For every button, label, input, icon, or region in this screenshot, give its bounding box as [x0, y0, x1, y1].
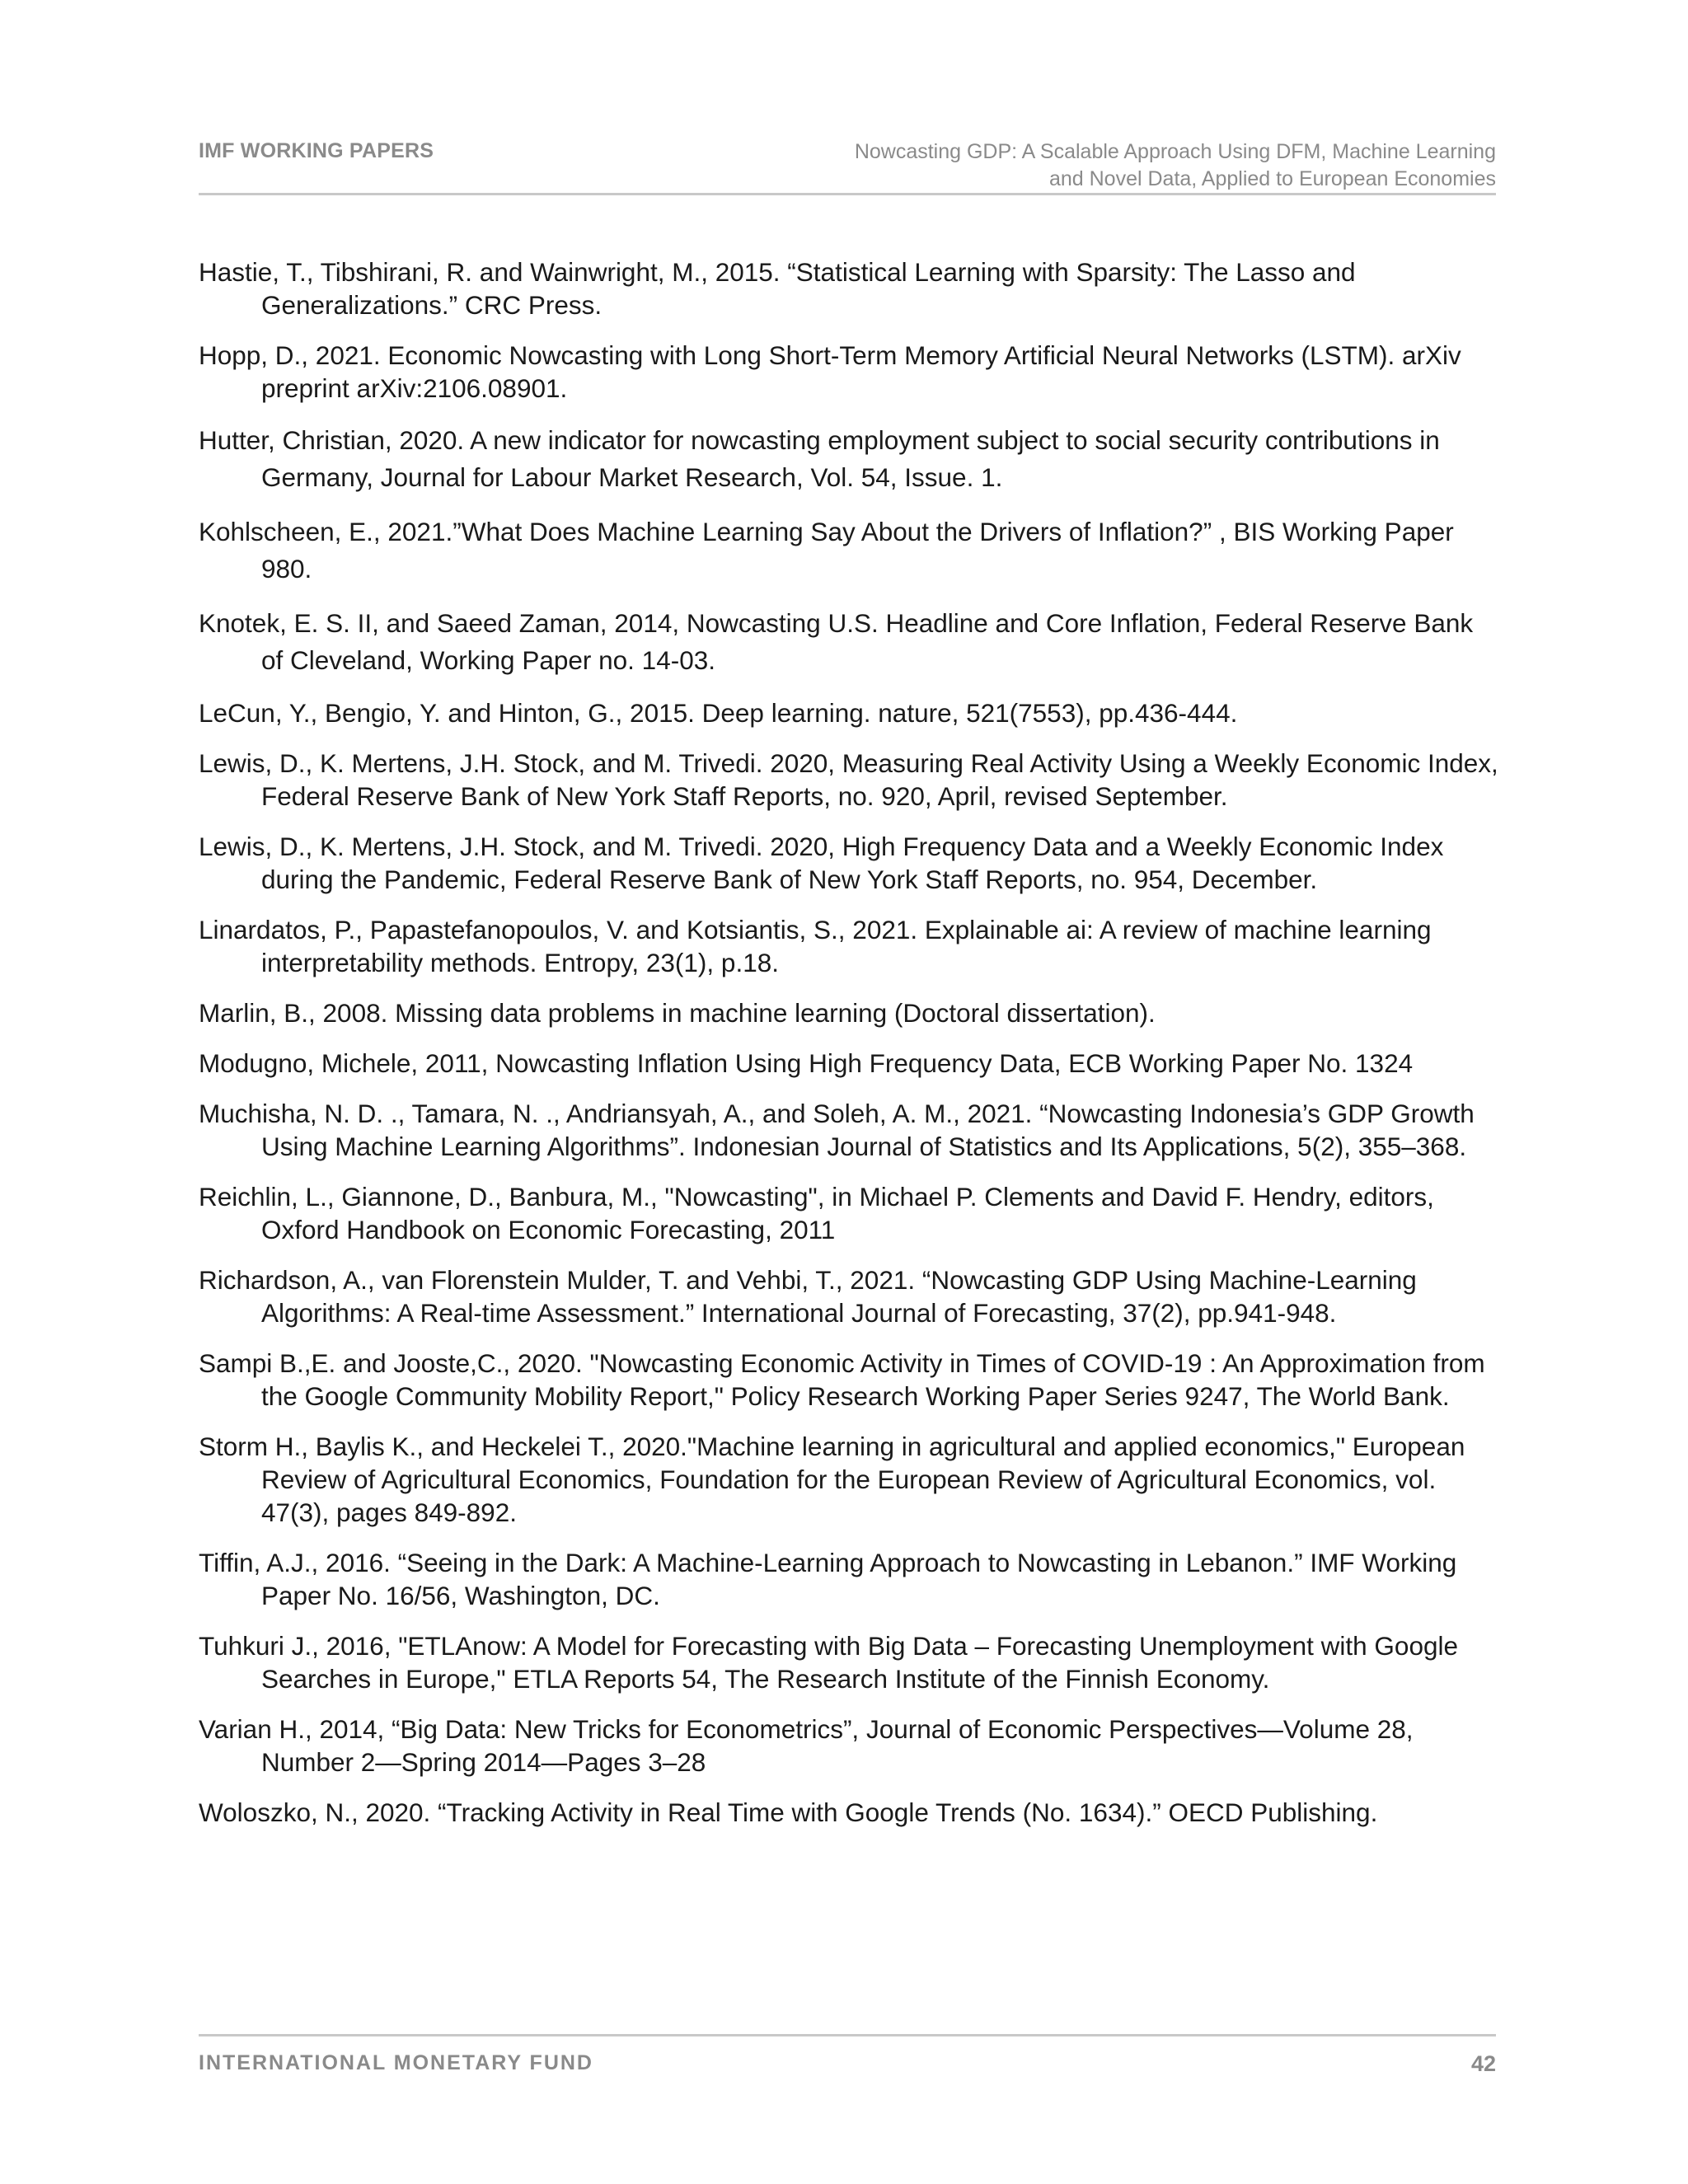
publisher-name: INTERNATIONAL MONETARY FUND — [199, 2051, 593, 2074]
reference-entry: Lewis, D., K. Mertens, J.H. Stock, and M. Trivedi. 2020, High Frequency Data and a Weekly Economic Index during the Pandemic, Federal Reserve Bank of New York Staff Reports, no. 954, December. — [199, 832, 1444, 894]
reference-entry: Tuhkuri J., 2016, "ETLAnow: A Model for Forecasting with Big Data – Forecasting Unemployment with Google Searches in Europe," ETLA Reports 54, The Research Institute of the Finnish Economy. — [199, 1631, 1458, 1694]
reference-entry: Hutter, Christian, 2020. A new indicator for nowcasting employment subject to social security contributions in Germany, Journal for Labour Market Research, Vol. 54, Issue. 1. — [199, 425, 1440, 492]
series-title: IMF WORKING PAPERS — [199, 139, 434, 162]
reference-entry: Storm H., Baylis K., and Heckelei T., 2020."Machine learning in agricultural and applied economics," European Review of Agricultural Economics, Foundation for the European Review of Agricultural Economics, vol. 47(3), pages 849-892. — [199, 1432, 1465, 1527]
reference-entry: Muchisha, N. D. ., Tamara, N. ., Andriansyah, A., and Soleh, A. M., 2021. “Nowcasting Indonesia’s GDP Growth Using Machine Learning Algorithms”. Indonesian Journal of Statistics and Its Applications, 5(2), 355–368. — [199, 1099, 1475, 1161]
reference-entry: Hastie, T., Tibshirani, R. and Wainwright, M., 2015. “Statistical Learning with Sparsity: The Lasso and Generalizations.” CRC Press. — [199, 257, 1356, 320]
reference-entry: Hopp, D., 2021. Economic Nowcasting with Long Short-Term Memory Artificial Neural Networks (LSTM). arXiv preprint arXiv:2106.08901. — [199, 340, 1461, 403]
reference-entry: Knotek, E. S. II, and Saeed Zaman, 2014, Nowcasting U.S. Headline and Core Inflation, Federal Reserve Bank of Cleveland, Working Paper no. 14-03. — [199, 608, 1474, 675]
reference-entry: Woloszko, N., 2020. “Tracking Activity in Real Time with Google Trends (No. 1634).” OECD Publishing. — [199, 1797, 1378, 1827]
reference-entry: Tiffin, A.J., 2016. “Seeing in the Dark: A Machine-Learning Approach to Nowcasting in Lebanon.” IMF Working Paper No. 16/56, Washington, DC. — [199, 1548, 1457, 1610]
reference-entry: Kohlscheen, E., 2021.”What Does Machine Learning Say About the Drivers of Inflation?” , BIS Working Paper 980. — [199, 517, 1454, 583]
reference-entry: Linardatos, P., Papastefanopoulos, V. and Kotsiantis, S., 2021. Explainable ai: A review of machine learning interpretability methods. Entropy, 23(1), p.18. — [199, 915, 1432, 977]
page-footer — [199, 2034, 1496, 2076]
reference-entry: Varian H., 2014, “Big Data: New Tricks for Econometrics”, Journal of Economic Perspectives—Volume 28, Number 2—Spring 2014—Pages 3–28 — [199, 1714, 1414, 1777]
reference-entry: Sampi B.,E. and Jooste,C., 2020. "Nowcasting Economic Activity in Times of COVID-19 : An Approximation from the Google Community Mobility Report," Policy Research Working Paper Series 9247, The World Bank. — [199, 1348, 1485, 1411]
reference-entry: Modugno, Michele, 2011, Nowcasting Inflation Using High Frequency Data, ECB Working Paper No. 1324 — [199, 1048, 1414, 1078]
reference-entry: Marlin, B., 2008. Missing data problems in machine learning (Doctoral dissertation). — [199, 998, 1156, 1028]
paper-title-line-1: Nowcasting GDP: A Scalable Approach Using DFM, Machine Learning — [854, 140, 1496, 163]
page-number: 42 — [1470, 2051, 1496, 2076]
page-header — [199, 135, 1496, 195]
reference-entry: Richardson, A., van Florenstein Mulder, T. and Vehbi, T., 2021. “Nowcasting GDP Using Machine-Learning Algorithms: A Real-time Assessment.” International Journal of Forecasting, 37(2), pp.941-948. — [199, 1265, 1417, 1328]
reference-list — [199, 255, 1501, 1846]
paper-title — [855, 138, 1496, 193]
reference-entry: Lewis, D., K. Mertens, J.H. Stock, and M. Trivedi. 2020, Measuring Real Activity Using a Weekly Economic Index, Federal Reserve Bank of New York Staff Reports, no. 920, April, revised September. — [199, 748, 1498, 811]
reference-entry: Reichlin, L., Giannone, D., Banbura, M., "Nowcasting", in Michael P. Clements and David F. Hendry, editors, Oxford Handbook on Economic Forecasting, 2011 — [199, 1182, 1434, 1244]
paper-title-line-2: and Novel Data, Applied to European Economies — [1048, 167, 1496, 190]
reference-entry: LeCun, Y., Bengio, Y. and Hinton, G., 2015. Deep learning. nature, 521(7553), pp.436-444. — [199, 698, 1238, 728]
